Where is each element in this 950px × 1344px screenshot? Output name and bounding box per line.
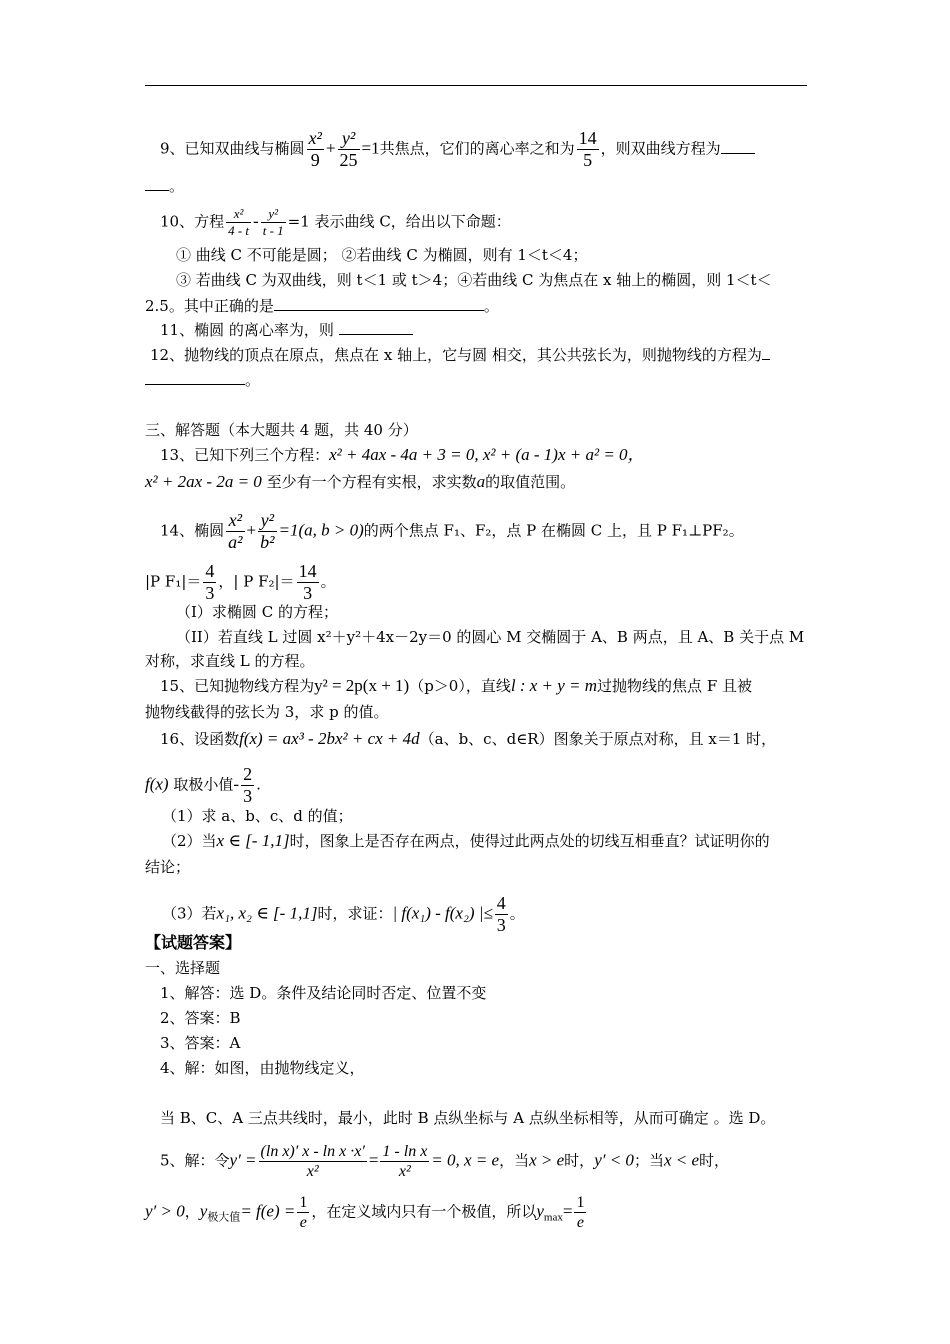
q9-eq: =1 <box>361 138 380 158</box>
q9-blank <box>721 139 755 154</box>
q16-frac-bound: $\frac{4}{3}$ <box>496 893 506 935</box>
question-13-cont: x² + 2ax - 2a = 0 至少有一个方程有实根，求实数a的取值范围。 <box>145 472 576 491</box>
q16-sub-1: （1）求 a、b、c、d 的值； <box>162 807 353 825</box>
q10-option-line-3: 2.5。其中正确的是 。 <box>145 297 499 315</box>
q14-frac-y: $\frac{\text{y²}}{\text{b²}}$ <box>260 510 275 552</box>
question-13: 13、已知下列三个方程：x² + 4ax - 4a + 3 = 0, x² + (a - 1)x + a² = 0， <box>160 445 645 464</box>
q13-equation-3: x² + 2ax - 2a = 0 <box>145 472 262 491</box>
q16-frac-min: $\frac{2}{3}$ <box>243 764 253 806</box>
header-rule <box>145 85 807 86</box>
q9-blank-2 <box>145 176 169 191</box>
q9-end: 。 <box>169 177 185 195</box>
q16-sub-2: （2）当x ∈ [- 1,1]时，图象上是否存在两点，使得过此两点处的切线互相垂直？试证明你的 <box>162 831 770 850</box>
question-15-cont: 抛物线截得的弦长为 3，求 p 的值。 <box>145 703 389 721</box>
q9-frac-x: $\frac{\text{x²}}{9}$ <box>308 128 322 170</box>
question-9-cont <box>145 176 184 196</box>
question-15: 15、已知抛物线方程为y² = 2p(x + 1)（p＞0），直线l : x + y = m过抛物线的焦点 F 且被 <box>160 676 752 695</box>
q10-tail: =1 表示曲线 C，给出以下命题： <box>287 212 511 231</box>
q14-frac-pf1: $\frac{4}{3}$ <box>205 561 215 603</box>
question-10: 10、方程 $\frac{\text{x²}}{4 - t}$ - $\frac{\text{y²}}{t - 1}$ =1 表示曲线 C，给出以下命题： <box>160 206 511 238</box>
q9-lead: 9、已知双曲线与椭圆 <box>160 139 305 158</box>
q14-sub-1: （I）求椭圆 C 的方程； <box>176 603 338 621</box>
question-16-min: f(x) 取极小值- $\frac{2}{3}$ . <box>145 764 261 806</box>
question-16: 16、设函数f(x) = ax³ - 2bx² + cx + 4d（a、b、c、d∈R）图象关于原点对称，且 x＝1 时， <box>160 729 777 748</box>
answers-title: 【试题答案】 <box>145 933 242 952</box>
q10-blank <box>274 296 484 311</box>
q10-option-line-1: ① 曲线 C 不可能是圆； ②若曲线 C 为椭圆，则有 1＜t＜4； <box>176 246 588 264</box>
q14-sub-2: （II）若直线 L 过圆 x²＋y²＋4x－2y＝0 的圆心 M 交椭圆于 A、B 两点，且 A、B 关于点 M <box>176 628 805 646</box>
answer-2: 2、答案：B <box>160 1009 241 1027</box>
section-3-title: 三、解答题（本大题共 4 题，共 40 分） <box>145 421 418 439</box>
question-11: 11、椭圆 的离心率为，则 <box>160 320 413 340</box>
a5-frac-4: $\frac{1}{e}$ <box>576 1194 585 1231</box>
answer-3: 3、答案：A <box>160 1034 241 1052</box>
answer-5-cont: y′ > 0，$y_{极大值}= f(e)$ = $\frac{1}{e}$ ，在定义域内只有一个极值，所以$y_{max}=$ $\frac{1}{e}$ <box>145 1194 585 1231</box>
q14-frac-x: $\frac{\text{x²}}{\text{a²}}$ <box>228 510 243 552</box>
answer-5: 5、解：令y′ = $\frac{\text{(ln x)′ x - ln x ·x′}}{\text{x²}}$ = $\frac{\text{1 - ln x}}{\text{x²}}$ = 0, x = e，当x > e时，y′ < 0；当x < e时， <box>160 1143 730 1180</box>
a5-frac-1: $\frac{\text{(ln x)′ x - ln x ·x′}}{\text{x²}}$ <box>260 1143 365 1180</box>
q14-frac-pf2: $\frac{14}{3}$ <box>298 561 317 603</box>
q10-frac-x: $\frac{\text{x²}}{4 - t}$ <box>228 206 250 238</box>
q9-frac-y: $\frac{\text{y²}}{25}$ <box>339 128 358 170</box>
q13-equations: x² + 4ax - 4a + 3 = 0, x² + (a - 1)x + a² = 0， <box>329 445 645 464</box>
question-12: 12、抛物线的顶点在原点，焦点在 x 轴上，它与圆 相交，其公共弦长为，则抛物线的方程为 <box>150 345 770 365</box>
answer-4: 4、解：如图，由抛物线定义， <box>160 1059 365 1077</box>
q9-tail: ，则双曲线方程为 <box>600 139 721 158</box>
a5-frac-3: $\frac{1}{e}$ <box>299 1194 308 1231</box>
question-9: 9、已知双曲线与椭圆 $\frac{\text{x²}}{9}$ + $\frac{\text{y²}}{25}$ =1共焦点，它们的离心率之和为 $\frac{14}{5}$ ，则双曲线方程为 <box>160 128 755 171</box>
answer-4-cont: 当 B、C、A 三点共线时，最小，此时 B 点纵坐标与 A 点纵坐标相等，从而可确定 。选 D。 <box>160 1109 776 1127</box>
q10-option-line-2: ③ 若曲线 C 为双曲线，则 t＜1 或 t＞4；④若曲线 C 为焦点在 x 轴上的椭圆，则 1＜t＜ <box>176 271 772 289</box>
answers-section-1: 一、选择题 <box>145 959 221 977</box>
q9-mid: 共焦点，它们的离心率之和为 <box>379 139 575 158</box>
answer-1: 1、解答：选 D。条件及结论同时否定、位置不变 <box>160 984 487 1002</box>
q11-blank <box>339 320 413 335</box>
q10-frac-y: $\frac{\text{y²}}{t - 1}$ <box>262 206 284 238</box>
q16-sub-3: （3）若x₁, x₂ ∈ [- 1,1]时，求证：| f(x₁) - f(x₂) |≤ $\frac{4}{3}$ 。 <box>162 893 525 935</box>
q14-sub-2-cont: 对称，求直线 L 的方程。 <box>145 652 315 670</box>
question-14: 14、椭圆 $\frac{\text{x²}}{\text{a²}}$ + $\frac{\text{y²}}{\text{b²}}$ =1(a, b > 0)的两个焦点 F₁、F₂，点 P 在椭圆 C 上，且 P F₁⊥PF₂。 <box>160 510 744 552</box>
q16-sub-2-cont: 结论； <box>145 858 191 876</box>
q9-frac-ecc: $\frac{14}{5}$ <box>578 128 597 170</box>
a5-frac-2: $\frac{\text{1 - ln x}}{\text{x²}}$ <box>382 1143 428 1180</box>
q12-blank <box>145 370 245 385</box>
q10-lead: 10、方程 <box>160 212 225 231</box>
question-14-distances: |P F₁|＝ $\frac{4}{3}$ ，| P F₂|＝ $\frac{14}{3}$ 。 <box>145 561 336 603</box>
question-12-cont: 。 <box>145 370 260 390</box>
